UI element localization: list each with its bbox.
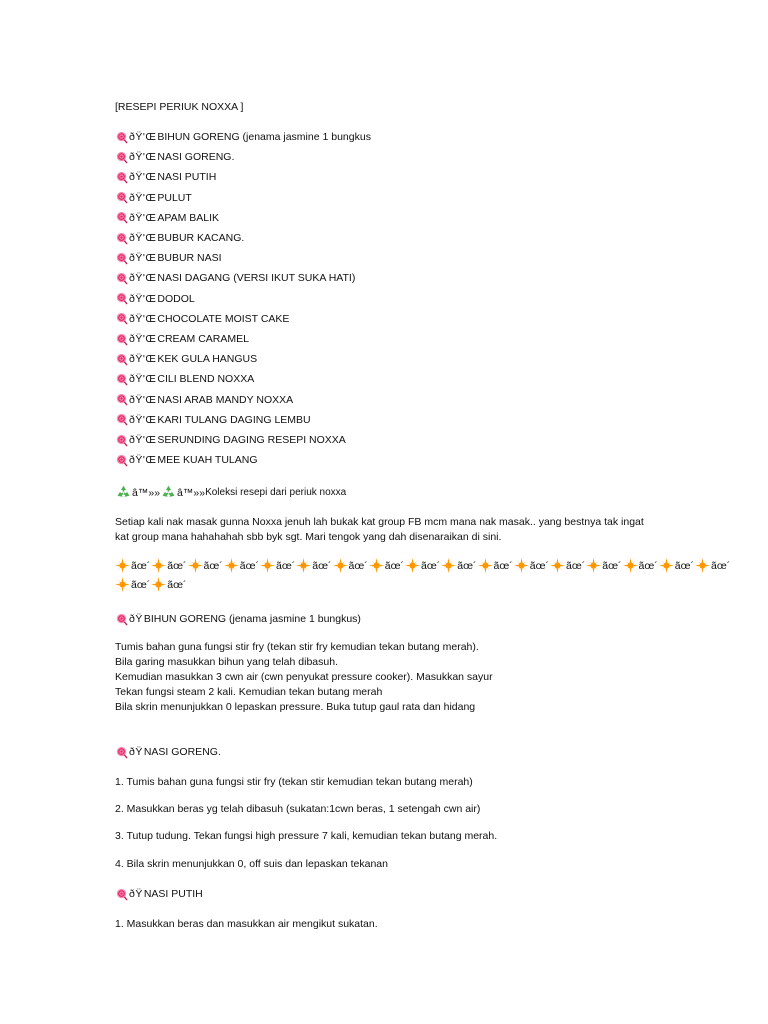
mojibake-text: ðŸ'Œ [129,232,157,244]
recipe-index-label: APAM BALIK [157,211,220,224]
sun-star-icon [115,577,130,592]
lollipop-icon [115,292,128,305]
section-heading [115,745,221,759]
mojibake-text: ðŸ'Œ [129,353,157,366]
recipe-index-label: CREAM CARAMEL [157,333,249,345]
recipe-index-item [115,150,234,164]
star-mojibake-text: ãœ´ [239,559,259,572]
recipe-index-item [115,130,371,144]
recipe-index-label: NASI DAGANG (VERSI IKUT SUKA HATI) [157,272,356,285]
sun-star-icon [188,558,203,573]
recipe-index-item [115,191,192,205]
recipe-index-label: NASI ARAB MANDY NOXXA [157,393,294,406]
page-title: [RESEPI PERIUK NOXXA ] [115,101,244,113]
section-heading-label: BIHUN GORENG (jenama jasmine 1 bungkus) [143,613,361,625]
lollipop-icon [115,333,128,346]
mojibake-text: ðŸ [129,613,143,625]
koleksi-moj-1: â™» [132,486,155,499]
recycle-icon [115,484,132,501]
mojibake-text: ðŸ'Œ [129,333,157,345]
lollipop-icon [115,393,128,406]
star-mojibake-text: ãœ´ [312,559,332,572]
sun-star-icon [296,558,311,573]
recipe-index-item [115,271,355,285]
recipe-index-item [115,211,219,225]
star-mojibake-text: ãœ´ [203,559,223,572]
recipe-index-label: BIHUN GORENG (jenama jasmine 1 bungkus [157,131,371,143]
star-mojibake-text: ãœ´ [276,559,296,572]
recipe-index-item [115,352,257,366]
lollipop-icon [115,454,128,467]
star-row [115,577,188,592]
section-text-line: Tekan fungsi steam 2 kali. Kemudian tekan butang merah [115,686,383,698]
lollipop-icon [115,191,128,204]
sun-star-icon [405,558,420,573]
koleksi-line: â™» » â™» » Koleksi resepi dari periuk noxxa [115,484,346,501]
lollipop-icon [115,171,128,184]
lollipop-icon [115,888,128,901]
recipe-index-label: NASI PUTIH [157,171,217,184]
section-text-line: Kemudian masukkan 3 cwn air (cwn penyukat pressure cooker). Masukkan sayur [115,671,493,683]
recipe-index-label: SERUNDING DAGING RESEPI NOXXA [157,434,346,446]
star-row [115,558,731,573]
lollipop-icon [115,151,128,164]
lollipop-icon [115,413,128,426]
lollipop-icon [115,131,128,144]
section-text-line: 1. Masukkan beras dan masukkan air mengikut sukatan. [115,918,378,930]
sun-star-icon [224,558,239,573]
star-mojibake-text: ãœ´ [529,559,549,572]
mojibake-text: ðŸ'Œ [129,252,157,265]
sun-star-icon [260,558,275,573]
recipe-index-label: PULUT [157,191,192,204]
lollipop-icon [115,613,128,626]
star-mojibake-text: ãœ´ [566,559,586,572]
star-mojibake-text: ãœ´ [493,559,513,572]
mojibake-text: ðŸ [129,888,143,900]
recipe-index-item [115,332,249,346]
sun-star-icon [151,558,166,573]
sun-star-icon [115,558,130,573]
star-mojibake-text: ãœ´ [384,559,404,572]
mojibake-text: ðŸ [129,746,143,758]
recipe-index-label: BUBUR NASI [157,252,222,265]
mojibake-text: ðŸ'Œ [129,413,157,426]
star-mojibake-text: ãœ´ [457,559,477,572]
lollipop-icon [115,272,128,285]
mojibake-text: ðŸ'Œ [129,151,157,164]
section-heading-label: NASI PUTIH [143,888,203,900]
recipe-index-label: BUBUR KACANG. [157,232,245,244]
mojibake-text: ðŸ'Œ [129,171,157,184]
mojibake-text: ðŸ'Œ [129,211,157,224]
recipe-index-label: CHOCOLATE MOIST CAKE [157,312,290,325]
recipe-index-item [115,170,216,184]
mojibake-text: ðŸ'Œ [129,191,157,204]
lollipop-icon [115,746,128,759]
section-text-line: 4. Bila skrin menunjukkan 0, off suis dan lepaskan tekanan [115,858,388,870]
sun-star-icon [586,558,601,573]
recipe-index-label: NASI GORENG. [157,151,235,164]
section-text-line: 2. Masukkan beras yg telah dibasuh (sukatan:1cwn beras, 1 setengah cwn air) [115,803,481,815]
sun-star-icon [478,558,493,573]
star-mojibake-text: ãœ´ [131,559,151,572]
star-mojibake-text: ãœ´ [167,559,187,572]
section-text-line: Tumis bahan guna fungsi stir fry (tekan stir fry kemudian tekan butang merah). [115,641,479,653]
sun-star-icon [659,558,674,573]
recipe-index-label: MEE KUAH TULANG [157,454,258,467]
recipe-index-item [115,231,244,245]
lollipop-icon [115,353,128,366]
sun-star-icon [441,558,456,573]
section-heading [115,612,361,626]
section-text-line: 3. Tutup tudung. Tekan fungsi high pressure 7 kali, kemudian tekan butang merah. [115,830,498,842]
lollipop-icon [115,434,128,447]
recipe-index-label: CILI BLEND NOXXA [157,373,255,386]
star-mojibake-text: ãœ´ [711,559,731,572]
recipe-index-label: DODOL [157,292,195,305]
recipe-index-label: KEK GULA HANGUS [157,353,258,366]
intro-paragraph: Setiap kali nak masak gunna Noxxa jenuh lah bukak kat group FB mcm mana nak masak.. yang bestnya tak ingat kat group mana hahahahah sbb byk sgt. Mari tengok yang dah disenaraikan di sini. [115,516,644,543]
recipe-index-item [115,433,346,447]
mojibake-text: ðŸ'Œ [129,373,157,386]
recipe-index-item [115,372,254,386]
section-heading-label: NASI GORENG. [143,746,221,758]
section-heading [115,887,203,901]
sun-star-icon [333,558,348,573]
mojibake-text: ðŸ'Œ [129,312,157,325]
recycle-icon [160,484,177,501]
recipe-index-item [115,453,258,467]
star-mojibake-text: ãœ´ [602,559,622,572]
koleksi-moj-2: â™» [177,486,200,499]
mojibake-text: ðŸ'Œ [129,454,157,467]
mojibake-text: ðŸ'Œ [129,272,157,285]
recipe-index-item [115,251,222,265]
recipe-index-item [115,312,289,326]
lollipop-icon [115,312,128,325]
star-mojibake-text: ãœ´ [167,578,187,591]
sun-star-icon [695,558,710,573]
lollipop-icon [115,232,128,245]
recipe-index-item [115,393,293,407]
lollipop-icon [115,211,128,224]
star-mojibake-text: ãœ´ [638,559,658,572]
sun-star-icon [369,558,384,573]
sun-star-icon [151,577,166,592]
lollipop-icon [115,373,128,386]
recipe-index-item [115,292,195,306]
mojibake-text: ðŸ'Œ [129,292,157,305]
section-text-line: Bila garing masukkan bihun yang telah dibasuh. [115,656,338,668]
recipe-index-item [115,413,311,427]
mojibake-text: ðŸ'Œ [129,131,157,143]
mojibake-text: ðŸ'Œ [129,434,157,446]
sun-star-icon [550,558,565,573]
section-text-line: 1. Tumis bahan guna fungsi stir fry (tekan stir kemudian tekan butang merah) [115,776,473,788]
lollipop-icon [115,252,128,265]
star-mojibake-text: ãœ´ [348,559,368,572]
recipe-index-label: KARI TULANG DAGING LEMBU [157,413,311,426]
koleksi-text: Koleksi resepi dari periuk noxxa [205,486,347,498]
sun-star-icon [623,558,638,573]
sun-star-icon [514,558,529,573]
mojibake-text: ðŸ'Œ [129,393,157,406]
star-mojibake-text: ãœ´ [674,559,694,572]
star-mojibake-text: ãœ´ [131,578,151,591]
star-mojibake-text: ãœ´ [421,559,441,572]
section-text-line: Bila skrin menunjukkan 0 lepaskan pressure. Buka tutup gaul rata dan hidang [115,701,476,713]
